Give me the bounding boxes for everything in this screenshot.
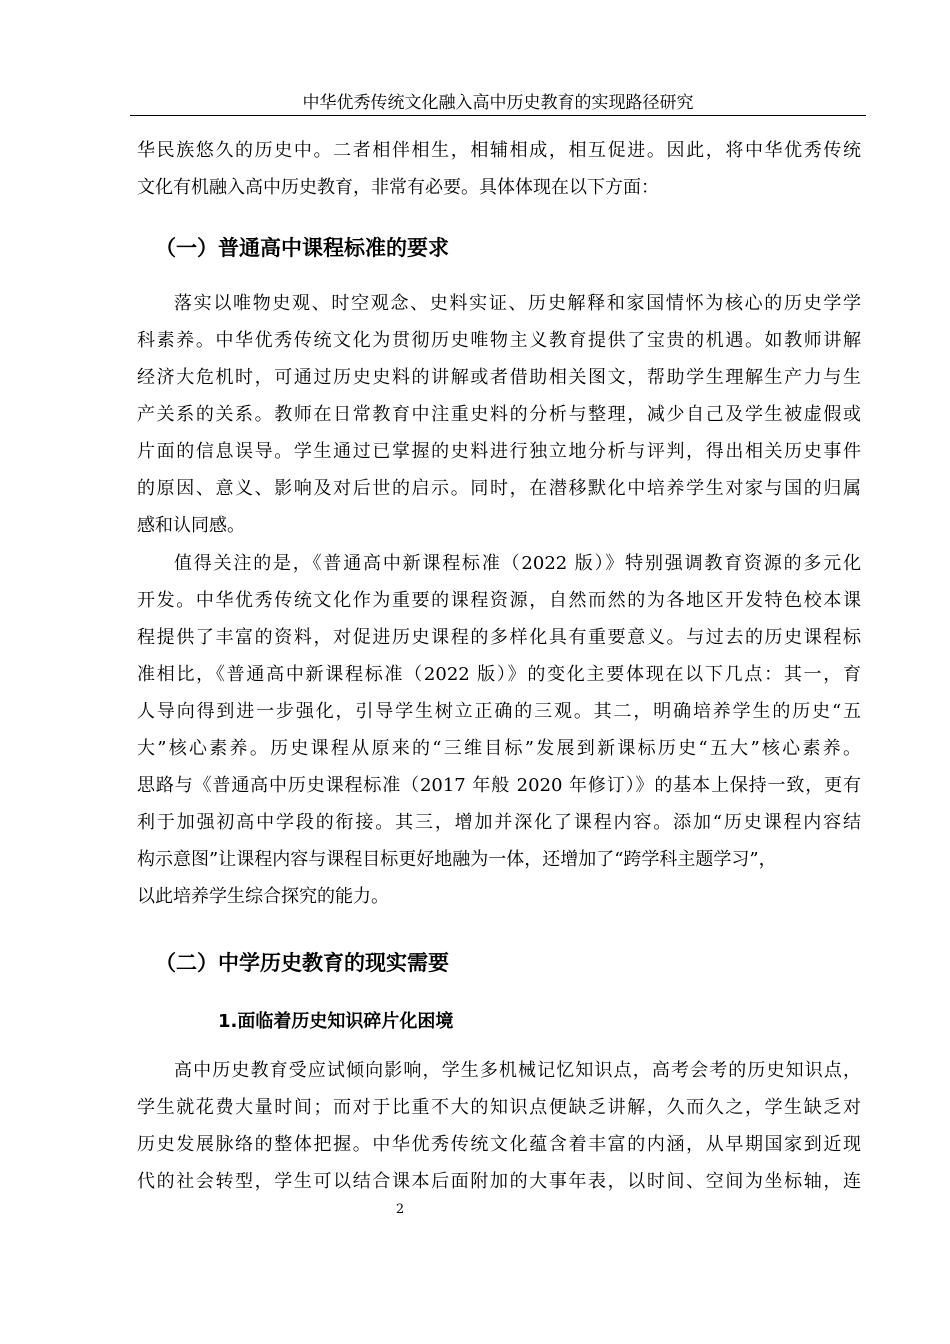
header-rule (130, 115, 866, 116)
page-number: 2 (395, 1202, 405, 1217)
text-line: 感和认同感。 (137, 515, 245, 536)
section1-paragraph-1 (137, 285, 861, 544)
text-line: 大”核心素养。历史课程从原来的“三维目标”发展到新课标历史“五大”核心素养。 (137, 738, 861, 759)
text-line: 科素养。中华优秀传统文化为贯彻历史唯物主义教育提供了宝贵的机遇。如教师讲解 (137, 330, 861, 351)
text-line: 构示意图”让课程内容与课程目标更好地融为一体，还增加了“跨学科主题学习”， (137, 849, 777, 870)
text-line: 经济大危机时，可通过历史史料的讲解或者借助相关图文，帮助学生理解生产力与生 (137, 367, 861, 388)
text-line: 开发。中华优秀传统文化作为重要的课程资源，自然而然的为各地区开发特色校本课 (137, 590, 861, 611)
text-line: 以此培养学生综合探究的能力。 (137, 886, 389, 907)
text-line: 学生就花费大量时间；而对于比重不大的知识点便缺乏讲解，久而久之，学生缺乏对 (137, 1097, 861, 1118)
text-line: 利于加强初高中学段的衔接。其三，增加并深化了课程内容。添加“历史课程内容结 (137, 812, 861, 833)
text-line: 文化有机融入高中历史教育，非常有必要。具体体现在以下方面： (137, 177, 659, 198)
text-line: 准相比，《普通高中新课程标准（2022 版）》的变化主要体现在以下几点：其一，育 (137, 664, 861, 685)
text-line: 历史发展脉络的整体把握。中华优秀传统文化蕴含着丰富的内涵，从早期国家到近现 (137, 1134, 861, 1155)
text-line: 的原因、意义、影响及对后世的启示。同时，在潜移默化中培养学生对家与国的归属 (137, 478, 861, 499)
text-line: 高中历史教育受应试倾向影响，学生多机械记忆知识点，高考会考的历史知识点， (174, 1060, 861, 1081)
section2-paragraph-1 (137, 1052, 861, 1200)
text-line: 华民族悠久的历史中。二者相伴相生，相辅相成，相互促进。因此，将中华优秀传统 (137, 140, 861, 161)
text-line: 程提供了丰富的资料，对促进历史课程的多样化具有重要意义。与过去的历史课程标 (137, 627, 861, 648)
text-line: 思路与《普通高中历史课程标准（2017 年般 2020 年修订）》的基本上保持一致，更有 (137, 775, 861, 796)
section-heading-1: （一）普通高中课程标准的要求 (155, 236, 449, 260)
running-header: 中华优秀传统文化融入高中历史教育的实现路径研究 (302, 93, 694, 113)
section1-paragraph-2 (137, 545, 861, 915)
text-line: 代的社会转型，学生可以结合课本后面附加的大事年表，以时间、空间为坐标轴，连 (137, 1171, 861, 1192)
text-line: 片面的信息误导。学生通过已掌握的史料进行独立地分析与评判，得出相关历史事件 (137, 441, 861, 462)
intro-paragraph (137, 132, 861, 206)
section-heading-2: （二）中学历史教育的现实需要 (155, 951, 449, 975)
text-line: 人导向得到进一步强化，引导学生树立正确的三观。其二，明确培养学生的历史“五 (137, 701, 861, 722)
text-line: 产关系的关系。教师在日常教育中注重史料的分析与整理，减少自己及学生被虚假或 (137, 404, 861, 425)
text-line: 落实以唯物史观、时空观念、史料实证、历史解释和家国情怀为核心的历史学学 (174, 293, 861, 314)
text-line: 值得关注的是，《普通高中新课程标准（2022 版）》特别强调教育资源的多元化 (174, 553, 861, 574)
subsection-heading: 1.面临着历史知识碎片化困境 (218, 1011, 454, 1032)
